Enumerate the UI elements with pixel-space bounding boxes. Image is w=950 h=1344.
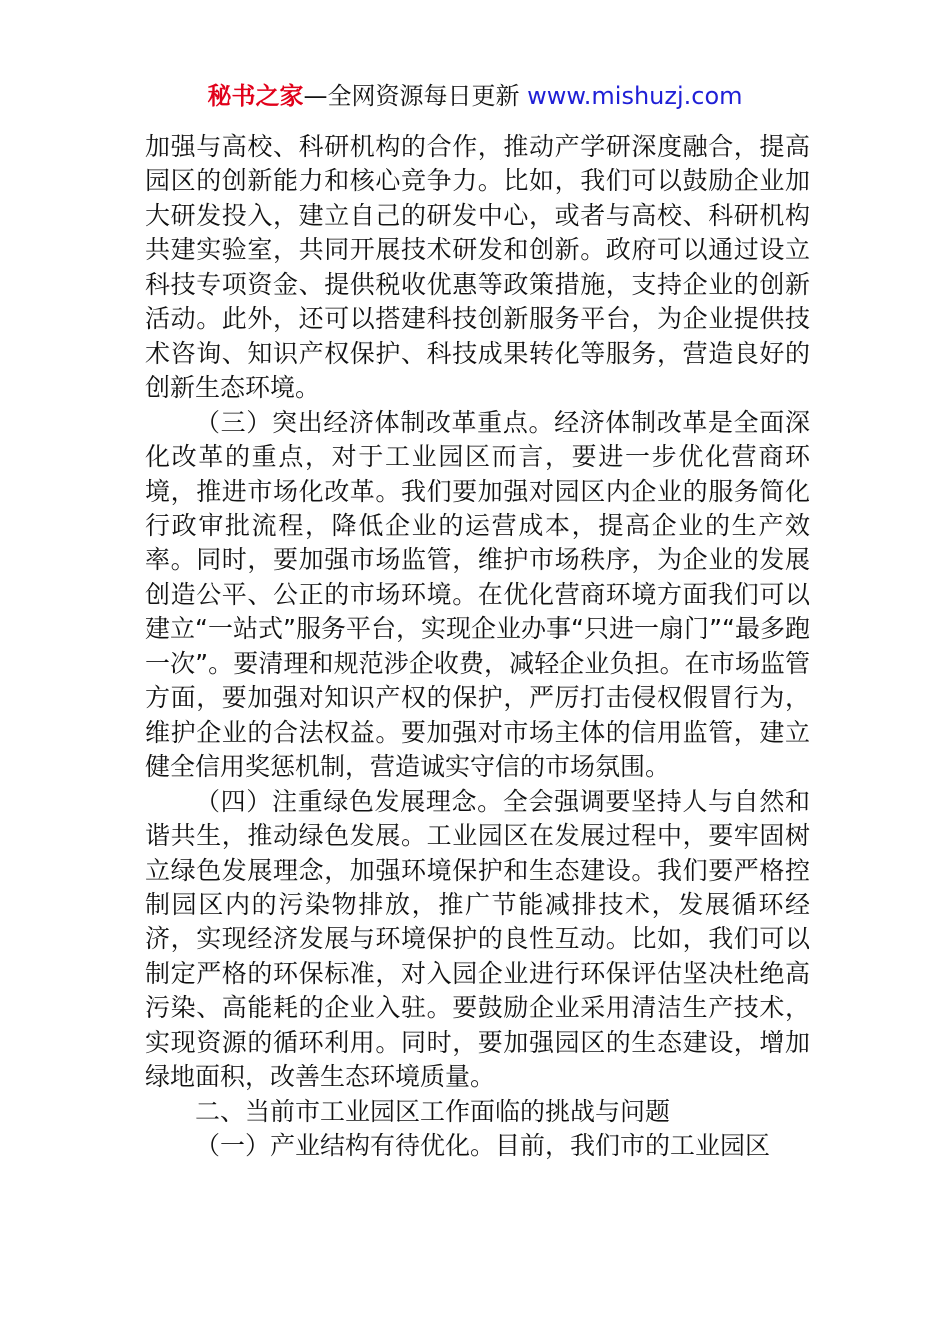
brand-name: 秘书之家 bbox=[207, 82, 304, 110]
paragraph: （四）注重绿色发展理念。全会强调要坚持人与自然和谐共生，推动绿色发展。工业园区在发展过程中，要牢固树立绿色发展理念，加强环境保护和生态建设。我们要严格控制园区内的污染物排放，推广节能减排技术，发展循环经济，实现经济发展与环境保护的良性互动。比如，我们可以制定严格的环保标准，对入园企业进行环保评估坚决杜绝高污染、高能耗的企业入驻。要鼓励企业采用清洁生产技术，实现资源的循环利用。同时，要加强园区的生态建设，增加绿地面积，改善生态环境质量。 bbox=[145, 786, 810, 1092]
paragraph: （三）突出经济体制改革重点。经济体制改革是全面深化改革的重点，对于工业园区而言，要进一步优化营商环境，推进市场化改革。我们要加强对园区内企业的服务简化行政审批流程，降低企业的运营成本，提高企业的生产效率。同时，要加强市场监管，维护市场秩序，为企业的发展创造公平、公正的市场环境。在优化营商环境方面我们可以建立“一站式”服务平台，实现企业办事“只进一扇门”“最多跑一次”。要清理和规范涉企收费，减轻企业负担。在市场监管方面，要加强对知识产权的保护，严厉打击侵权假冒行为，维护企业的合法权益。要加强对市场主体的信用监管，建立健全信用奖惩机制，营造诚实守信的市场氛围。 bbox=[145, 407, 810, 782]
section-heading: 二、当前市工业园区工作面临的挑战与问题 bbox=[195, 1096, 671, 1126]
paragraph: （一）产业结构有待优化。目前，我们市的工业园区 bbox=[195, 1131, 771, 1161]
paragraph: 加强与高校、科研机构的合作，推动产学研深度融合，提高园区的创新能力和核心竞争力。比如，我们可以鼓励企业加大研发投入，建立自己的研发中心，或者与高校、科研机构共建实验室，共同开展技术研发和创新。政府可以通过设立科技专项资金、提供税收优惠等政策措施，支持企业的创新活动。此外，还可以搭建科技创新服务平台，为企业提供技术咨询、知识产权保护、科技成果转化等服务，营造良好的创新生态环境。 bbox=[145, 132, 810, 403]
website-link[interactable]: www.mishuzj.com bbox=[527, 82, 743, 110]
header-tagline: —全网资源每日更新 bbox=[303, 82, 520, 110]
page-header bbox=[0, 80, 950, 112]
document-body bbox=[145, 130, 810, 1164]
